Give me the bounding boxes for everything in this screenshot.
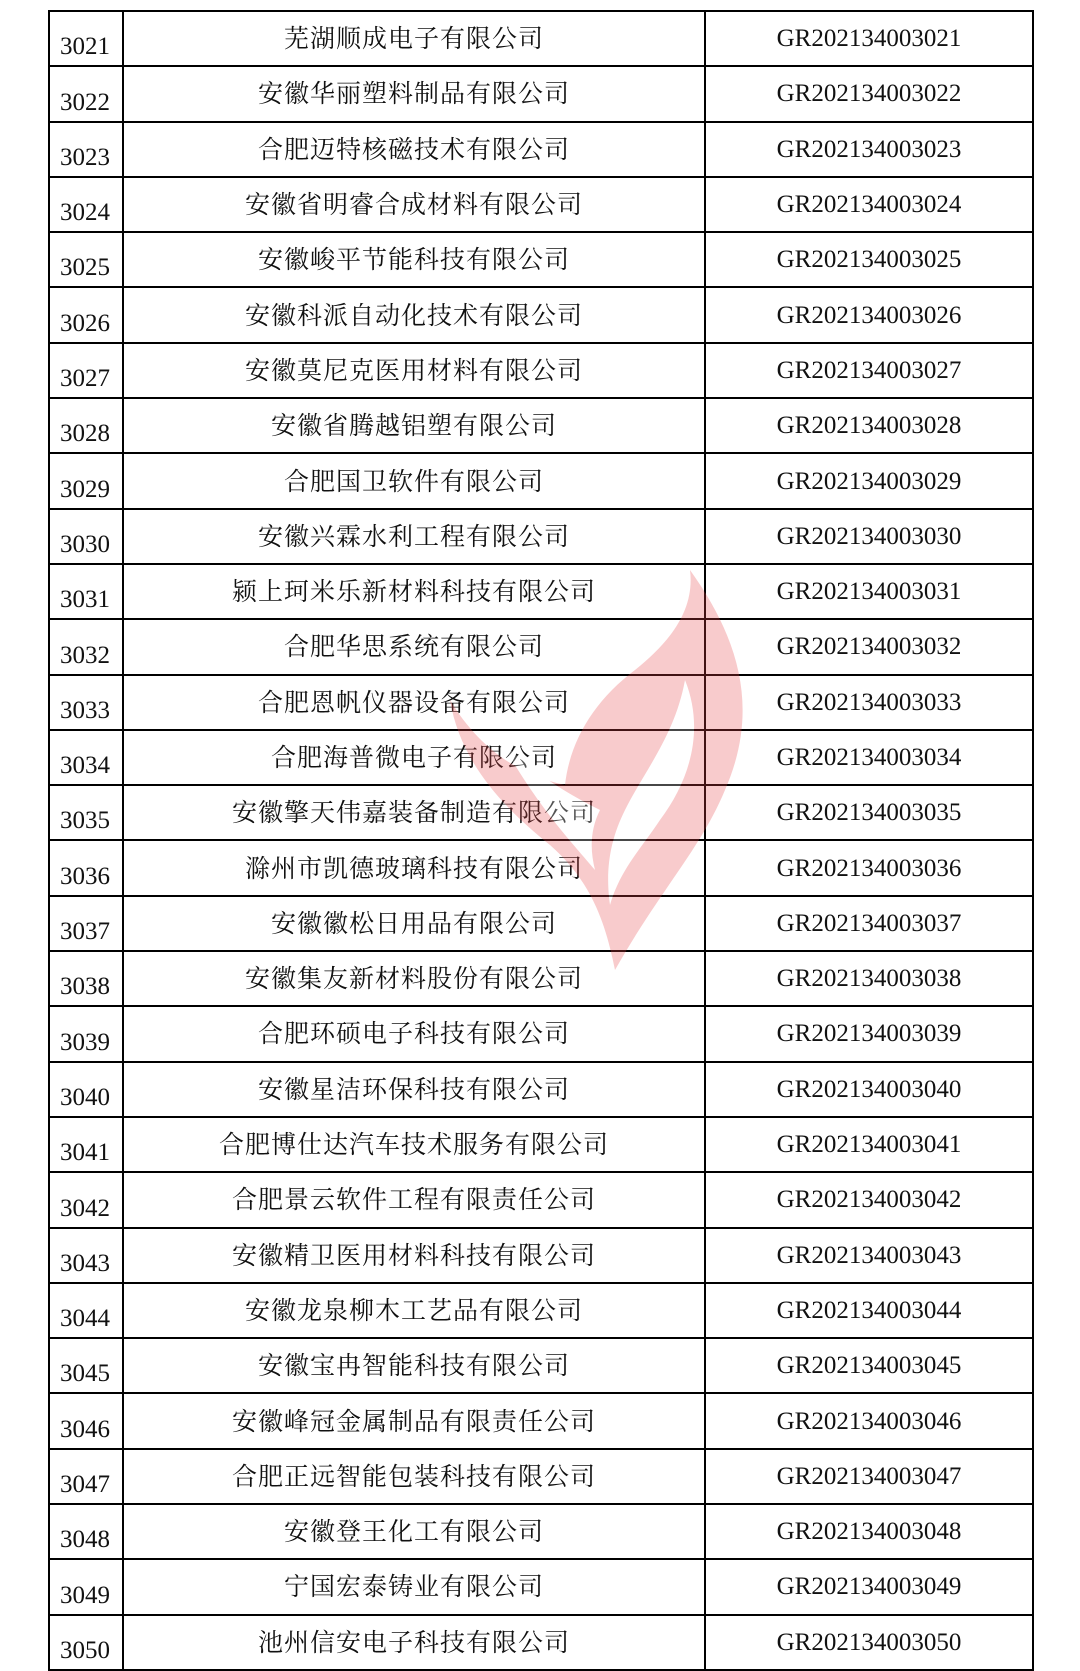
row-number: 3049: [49, 1559, 123, 1614]
row-number: 3030: [49, 509, 123, 564]
company-name: 滁州市凯德玻璃科技有限公司: [123, 840, 705, 895]
company-name: 安徽精卫医用材料科技有限公司: [123, 1228, 705, 1283]
certificate-code: GR202134003047: [705, 1449, 1033, 1504]
table-row: [49, 398, 1033, 453]
row-number: 3043: [49, 1228, 123, 1283]
certificate-code: GR202134003033: [705, 675, 1033, 730]
table-row: [49, 1117, 1033, 1172]
row-number: 3022: [49, 66, 123, 121]
row-number: 3021: [49, 11, 123, 66]
certificate-code: GR202134003039: [705, 1006, 1033, 1061]
table-row: [49, 1062, 1033, 1117]
certificate-code: GR202134003041: [705, 1117, 1033, 1172]
table-row: [49, 675, 1033, 730]
company-name: 颍上珂米乐新材料科技有限公司: [123, 564, 705, 619]
row-number: 3024: [49, 177, 123, 232]
row-number: 3042: [49, 1172, 123, 1227]
table-row: [49, 287, 1033, 342]
table-row: [49, 509, 1033, 564]
certificate-code: GR202134003050: [705, 1615, 1033, 1670]
company-name: 宁国宏泰铸业有限公司: [123, 1559, 705, 1614]
company-name: 安徽擎天伟嘉装备制造有限公司: [123, 785, 705, 840]
certificate-code: GR202134003023: [705, 122, 1033, 177]
certificate-code: GR202134003044: [705, 1283, 1033, 1338]
company-name: 安徽峻平节能科技有限公司: [123, 232, 705, 287]
company-name: 安徽星洁环保科技有限公司: [123, 1062, 705, 1117]
certificate-code: GR202134003049: [705, 1559, 1033, 1614]
certificate-code: GR202134003043: [705, 1228, 1033, 1283]
company-name: 安徽登王化工有限公司: [123, 1504, 705, 1559]
company-name: 安徽科派自动化技术有限公司: [123, 287, 705, 342]
table-row: [49, 730, 1033, 785]
table-body: [49, 11, 1033, 1670]
table-row: [49, 619, 1033, 674]
certificate-code: GR202134003040: [705, 1062, 1033, 1117]
company-name: 安徽徽松日用品有限公司: [123, 896, 705, 951]
table-row: [49, 11, 1033, 66]
row-number: 3026: [49, 287, 123, 342]
certificate-code: GR202134003030: [705, 509, 1033, 564]
certificate-code: GR202134003036: [705, 840, 1033, 895]
row-number: 3039: [49, 1006, 123, 1061]
company-name: 安徽集友新材料股份有限公司: [123, 951, 705, 1006]
row-number: 3028: [49, 398, 123, 453]
table-row: [49, 951, 1033, 1006]
table-row: [49, 66, 1033, 121]
company-name: 安徽华丽塑料制品有限公司: [123, 66, 705, 121]
table-row: [49, 232, 1033, 287]
company-name: 合肥环硕电子科技有限公司: [123, 1006, 705, 1061]
company-name: 合肥恩帆仪器设备有限公司: [123, 675, 705, 730]
certificate-code: GR202134003032: [705, 619, 1033, 674]
row-number: 3029: [49, 453, 123, 508]
row-number: 3025: [49, 232, 123, 287]
row-number: 3041: [49, 1117, 123, 1172]
row-number: 3036: [49, 840, 123, 895]
certificate-code: GR202134003038: [705, 951, 1033, 1006]
row-number: 3027: [49, 343, 123, 398]
company-name: 合肥博仕达汽车技术服务有限公司: [123, 1117, 705, 1172]
company-name: 合肥正远智能包装科技有限公司: [123, 1449, 705, 1504]
table-row: [49, 1559, 1033, 1614]
certificate-code: GR202134003027: [705, 343, 1033, 398]
certificate-code: GR202134003026: [705, 287, 1033, 342]
company-name: 合肥景云软件工程有限责任公司: [123, 1172, 705, 1227]
table-row: [49, 177, 1033, 232]
row-number: 3046: [49, 1393, 123, 1448]
company-name: 安徽龙泉柳木工艺品有限公司: [123, 1283, 705, 1338]
row-number: 3032: [49, 619, 123, 674]
table-row: [49, 1006, 1033, 1061]
table-row: [49, 1393, 1033, 1448]
company-name: 安徽兴霖水利工程有限公司: [123, 509, 705, 564]
row-number: 3045: [49, 1338, 123, 1393]
company-name: 安徽省腾越铝塑有限公司: [123, 398, 705, 453]
company-name: 合肥海普微电子有限公司: [123, 730, 705, 785]
row-number: 3033: [49, 675, 123, 730]
company-name: 合肥华思系统有限公司: [123, 619, 705, 674]
row-number: 3044: [49, 1283, 123, 1338]
row-number: 3035: [49, 785, 123, 840]
table-row: [49, 1615, 1033, 1670]
row-number: 3023: [49, 122, 123, 177]
certificate-code: GR202134003048: [705, 1504, 1033, 1559]
certificate-code: GR202134003025: [705, 232, 1033, 287]
row-number: 3050: [49, 1615, 123, 1670]
table-row: [49, 896, 1033, 951]
certificate-code: GR202134003022: [705, 66, 1033, 121]
company-name: 安徽峰冠金属制品有限责任公司: [123, 1393, 705, 1448]
table-row: [49, 785, 1033, 840]
table-row: [49, 1504, 1033, 1559]
certificate-code: GR202134003045: [705, 1338, 1033, 1393]
row-number: 3040: [49, 1062, 123, 1117]
certificate-code: GR202134003034: [705, 730, 1033, 785]
row-number: 3031: [49, 564, 123, 619]
certificate-code: GR202134003046: [705, 1393, 1033, 1448]
row-number: 3048: [49, 1504, 123, 1559]
row-number: 3038: [49, 951, 123, 1006]
table-row: [49, 1283, 1033, 1338]
company-name: 池州信安电子科技有限公司: [123, 1615, 705, 1670]
certificate-code: GR202134003037: [705, 896, 1033, 951]
table-row: [49, 564, 1033, 619]
company-name: 安徽莫尼克医用材料有限公司: [123, 343, 705, 398]
table-row: [49, 1172, 1033, 1227]
company-name: 芜湖顺成电子有限公司: [123, 11, 705, 66]
table-row: [49, 840, 1033, 895]
row-number: 3034: [49, 730, 123, 785]
table-row: [49, 122, 1033, 177]
table-row: [49, 453, 1033, 508]
certificate-code: GR202134003031: [705, 564, 1033, 619]
certificate-code: GR202134003042: [705, 1172, 1033, 1227]
table-row: [49, 1228, 1033, 1283]
certificate-code: GR202134003024: [705, 177, 1033, 232]
company-table: [48, 10, 1034, 1671]
row-number: 3047: [49, 1449, 123, 1504]
table-row: [49, 1449, 1033, 1504]
company-name: 合肥国卫软件有限公司: [123, 453, 705, 508]
certificate-code: GR202134003028: [705, 398, 1033, 453]
certificate-code: GR202134003035: [705, 785, 1033, 840]
table-row: [49, 1338, 1033, 1393]
table-row: [49, 343, 1033, 398]
certificate-code: GR202134003021: [705, 11, 1033, 66]
company-name: 安徽宝冉智能科技有限公司: [123, 1338, 705, 1393]
certificate-code: GR202134003029: [705, 453, 1033, 508]
row-number: 3037: [49, 896, 123, 951]
company-name: 合肥迈特核磁技术有限公司: [123, 122, 705, 177]
company-name: 安徽省明睿合成材料有限公司: [123, 177, 705, 232]
